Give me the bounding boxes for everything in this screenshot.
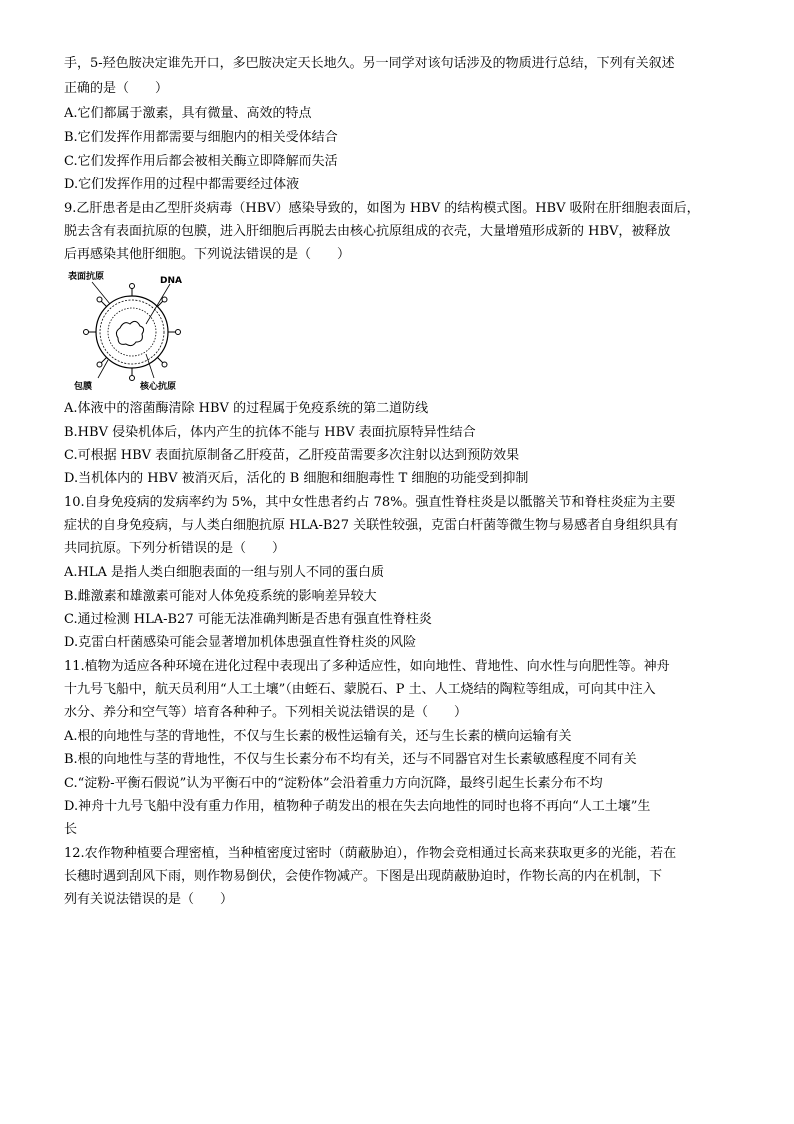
question-11: 11.植物为适应各种环境在进化过程中表现出了多种适应性，如向地性、背地性、向水性与向肥性等。神舟 — [64, 659, 670, 674]
label-dna: DNA — [160, 276, 182, 286]
text-line: 水分、养分和空气等）培育各种种子。下列相关说法错误的是（ ） — [64, 705, 468, 720]
option-c: C.可根据 HBV 表面抗原制备乙肝疫苗，乙肝疫苗需要多次注射以达到预防效果 — [64, 448, 520, 463]
option-a: A.HLA 是指人类白细胞表面的一组与别人不同的蛋白质 — [64, 565, 385, 580]
text-line: 手，5-羟色胺决定谁先开口，多巴胺决定天长地久。另一同学对该句话涉及的物质进行总结，下列有关叙述 — [64, 56, 675, 71]
label-surface-antigen: 表面抗原 — [68, 272, 105, 282]
option-c: C.它们发挥作用后都会被相关酶立即降解而失活 — [64, 154, 338, 169]
question-10: 10.自身免疫病的发病率约为 5%，其中女性患者约占 78%。强直性脊柱炎是以骶髂关节和脊柱炎症为主要 — [64, 495, 676, 510]
option-b: B.它们发挥作用都需要与细胞内的相关受体结合 — [64, 130, 338, 145]
label-core-antigen: 核心抗原 — [140, 382, 177, 392]
label-envelope: 包膜 — [74, 382, 93, 392]
text-line: 脱去含有表面抗原的包膜，进入肝细胞后再脱去由核心抗原组成的衣壳，大量增殖形成新的 HBV，被释放 — [64, 224, 671, 239]
text-line: 共同抗原。下列分析错误的是（ ） — [64, 541, 286, 556]
text-line: 正确的是（ ） — [64, 81, 169, 96]
hbv-structure-diagram — [62, 270, 202, 392]
question-12: 12.农作物种植要合理密植，当种植密度过密时（荫蔽胁迫），作物会竞相通过长高来获取更多的光能，若在 — [64, 846, 677, 861]
text-line: 后再感染其他肝细胞。下列说法错误的是（ ） — [64, 247, 351, 262]
option-d: D.神舟十九号飞船中没有重力作用，植物种子萌发出的根在失去向地性的同时也将不再向“人工土壤”生 — [64, 799, 651, 814]
text-line: 症状的自身免疫病，与人类白细胞抗原 HLA-B27 关联性较强，克雷白杆菌等微生物与易感者自身组织具有 — [64, 518, 679, 533]
option-a: A.根的向地性与茎的背地性，不仅与生长素的极性运输有关，还与生长素的横向运输有关 — [64, 729, 572, 744]
option-d: D.当机体内的 HBV 被消灭后，活化的 B 细胞和细胞毒性 T 细胞的功能受到抑制 — [64, 471, 529, 486]
question-9: 9.乙肝患者是由乙型肝炎病毒（HBV）感染导致的，如图为 HBV 的结构模式图。HBV 吸附在肝细胞表面后， — [64, 201, 700, 216]
text-line: 长穗时遇到刮风下雨，则作物易倒伏，会使作物减产。下图是出现荫蔽胁迫时，作物长高的内在机制，下 — [64, 869, 663, 884]
text-line: 列有关说法错误的是（ ） — [64, 892, 234, 907]
text-line: 十九号飞船中，航天员利用“人工土壤”（由蛭石、蒙脱石、P 土、人工烧结的陶粒等组成，可向其中注入 — [64, 682, 656, 697]
text-line: 长 — [64, 822, 78, 837]
option-b: B.HBV 侵染机体后，体内产生的抗体不能与 HBV 表面抗原特异性结合 — [64, 425, 476, 440]
option-d: D.克雷白杆菌感染可能会显著增加机体患强直性脊柱炎的风险 — [64, 635, 417, 650]
option-b: B.根的向地性与茎的背地性，不仅与生长素分布不均有关，还与不同器官对生长素敏感程度不同有关 — [64, 752, 637, 767]
option-a: A.体液中的溶菌酶清除 HBV 的过程属于免疫系统的第二道防线 — [64, 401, 429, 416]
option-b: B.雌激素和雄激素可能对人体免疫系统的影响差异较大 — [64, 589, 377, 604]
option-d: D.它们发挥作用的过程中都需要经过体液 — [64, 177, 300, 192]
option-c: C.“淀粉-平衡石假说”认为平衡石中的“淀粉体”会沿着重力方向沉降，最终引起生长素分布不均 — [64, 776, 603, 791]
option-a: A.它们都属于激素，具有微量、高效的特点 — [64, 106, 312, 121]
option-c: C.通过检测 HLA-B27 可能无法准确判断是否患有强直性脊柱炎 — [64, 612, 432, 627]
